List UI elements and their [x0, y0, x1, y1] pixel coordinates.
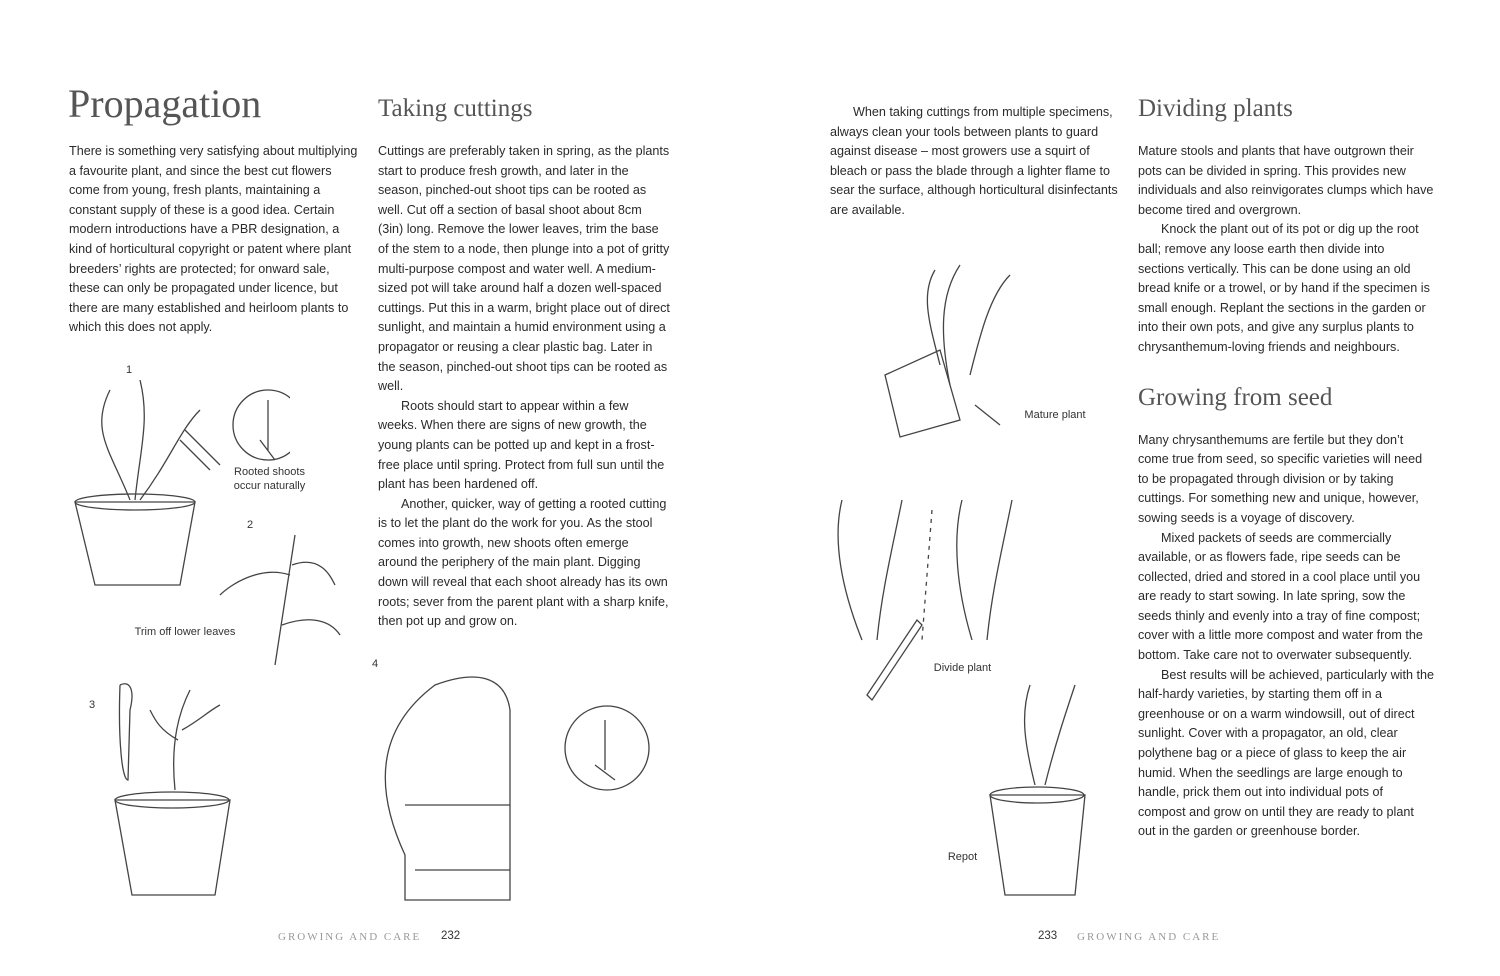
- rooted-shoots-label: Rooted shoots occur naturally: [233, 466, 306, 492]
- dividing-heading: Dividing plants: [1138, 95, 1293, 122]
- page-number: 232: [441, 930, 461, 942]
- cuttings-paragraph: Another, quicker, way of getting a rooted cutting is to let the plant do the work for you. As the stool comes into growth, new shoots often emerge around the periphery of the main plant. Digging down will reveal that each shoot already has its own roots; sever from the parent plant with a sharp knife, then pot up and grow on.: [378, 496, 669, 629]
- cuttings-paragraph: Roots should start to appear within a few weeks. When there are signs of new growth, the young plants can be potted up and kept in a frost-free place until spring. Protect from full sun until the plant has been hardened off.: [378, 398, 665, 492]
- figure-number: 4: [372, 658, 379, 670]
- seed-paragraph: Best results will be achieved, particularly with the half-hardy varieties, by starting them off in a greenhouse or on a warm windowsill, out of direct sunlight. Cover with a propagator, an old, clear polythene bag or a piece of glass to keep the air humid. When the seedlings are large enough to handle, prick them out into individual pots of compost and grow on until they are ready to plant out in the garden or greenhouse border.: [1138, 667, 1434, 839]
- figure-number: 1: [126, 364, 133, 376]
- figure-number: 2: [247, 519, 254, 531]
- seed-heading: Growing from seed: [1138, 383, 1333, 411]
- intro-column: [69, 142, 361, 338]
- mature-plant-label: Mature plant: [1024, 409, 1086, 421]
- mature-plant-illustration: [880, 255, 1040, 445]
- footer-section-title: GROWING AND CARE: [278, 931, 422, 943]
- footer-section-title: GROWING AND CARE: [1077, 931, 1221, 943]
- trim-leaves-label: Trim off lower leaves: [134, 626, 236, 638]
- cuttings-heading: Taking cuttings: [378, 95, 533, 122]
- tools-column: [830, 103, 1122, 221]
- figure-number: 3: [89, 699, 96, 711]
- tools-paragraph: When taking cuttings from multiple specimens, always clean your tools between plants to guard against disease – most growers use a squirt of bleach or pass the blade through a lighter flame to sear the surface, although horticultural disinfectants are available.: [830, 105, 1118, 217]
- dividing-paragraph: Mature stools and plants that have outgrown their pots can be divided in spring. This provides new individuals and also reinvigorates clumps which have become tired and overgrown.: [1138, 144, 1434, 217]
- cuttings-column: [378, 94, 670, 632]
- repot-label: Repot: [947, 851, 978, 863]
- cuttings-paragraph: Cuttings are preferably taken in spring, as the plants start to produce fresh growth, and later in the season, pinched-out shoot tips can be rooted as well. Cut off a section of basal shoot about 8cm (3in) long. Remove the lower leaves, trim the base of the stem to a node, then plunge into a pot of gritty multi-purpose compost and water well. A medium-sized pot will take around half a dozen well-spaced cuttings. Put this in a warm, bright place out of direct sunlight, and maintain a humid environment using a propagator or reusing a clear plastic bag. Later in the season, pinched-out shoot tips can be rooted as well.: [378, 144, 670, 394]
- dividing-paragraph: Knock the plant out of its pot or dig up the root ball; remove any loose earth then divide into sections vertically. This can be done using an old bread knife or a trowel, or by hand if the specimen is small enough. Replant the sections in the garden or into their own pots, and give any surplus plants to chrysanthemum-loving friends and neighbours.: [1138, 222, 1430, 354]
- seed-paragraph: Mixed packets of seeds are commercially available, or as flowers fade, ripe seeds can be collected, dried and stored in a cool place until you are ready to start sowing. In late spring, sow the seeds thinly and evenly into a tray of fine compost; cover with a little more compost and water from the bottom. Take care not to overwater subsequently.: [1138, 530, 1423, 663]
- intro-paragraph: There is something very satisfying about multiplying a favourite plant, and since the best cut flowers come from young, fresh plants, maintaining a constant supply of these is a good idea. Certain modern introductions have a PBR designation, a kind of horticultural copyright or patent where plant breeders’ rights are protected; for onward sale, these can only be propagated under licence, but there are many established and heirloom plants to which this does not apply.: [69, 144, 358, 335]
- dividing-column: [1138, 94, 1434, 842]
- potted-cutting-illustration: [110, 680, 240, 905]
- page-number: 233: [1038, 930, 1058, 942]
- cutting-illustration: [210, 525, 350, 675]
- divide-plant-label: Divide plant: [933, 662, 992, 674]
- seed-paragraph: Many chrysanthemums are fertile but they don’t come true from seed, so specific varieties will need to be propagated through division or by taking cuttings. For something new and unique, however, sowing seeds is a voyage of discovery.: [1138, 432, 1423, 525]
- bagged-pot-illustration: [375, 670, 675, 905]
- repot-illustration: [985, 675, 1095, 905]
- page-title: Propagation: [68, 81, 262, 126]
